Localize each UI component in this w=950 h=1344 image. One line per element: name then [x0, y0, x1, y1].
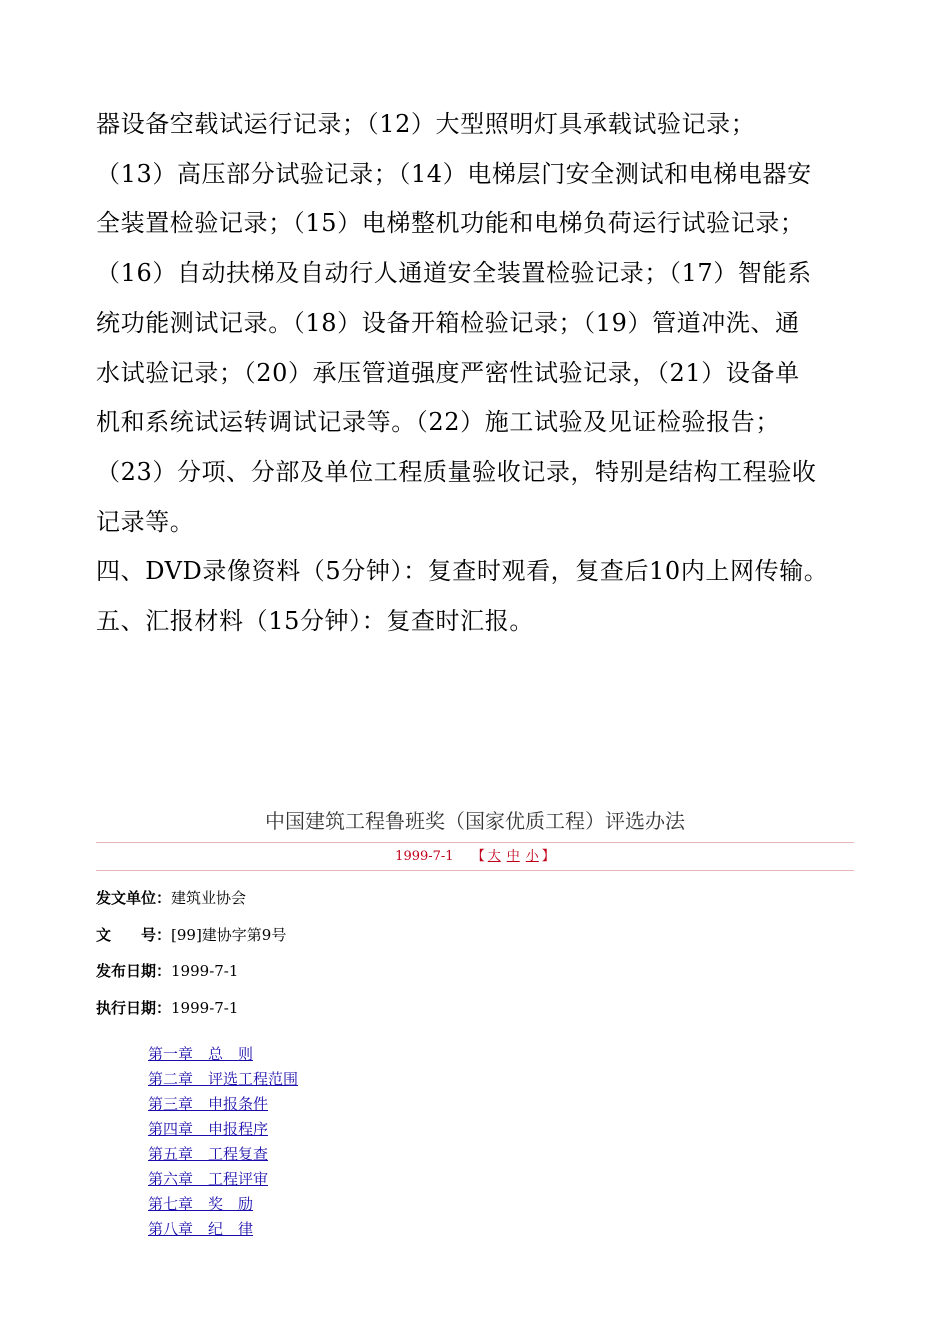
paragraph-line: 四、DVD录像资料（5分钟）：复查时观看，复查后10内上网传输。 — [96, 557, 829, 586]
toc-link-chapter-5[interactable]: 第五章 工程复查 — [148, 1145, 269, 1164]
field-value: 1999-7-1 — [171, 962, 239, 981]
field-doc-number — [96, 924, 854, 961]
field-issuer — [96, 887, 854, 924]
article-section — [96, 800, 854, 1243]
paragraph-line: 统功能测试记录。（18）设备开箱检验记录；（19）管道冲洗、通 — [96, 308, 800, 337]
field-effective-date — [96, 997, 854, 1034]
field-value: 建筑业协会 — [171, 889, 247, 907]
paragraph-line: 机和系统试运转调试记录等。（22）施工试验及见证检验报告； — [96, 408, 780, 437]
body-paragraph — [96, 100, 856, 647]
font-size-large-link[interactable]: 大 — [487, 849, 501, 864]
field-value: [99]建协字第9号 — [171, 925, 287, 944]
font-size-small-link[interactable]: 小 — [525, 849, 539, 864]
paragraph-line: （16）自动扶梯及自动行人通道安全装置检验记录；（17）智能系 — [96, 259, 812, 288]
toc-link-chapter-2[interactable]: 第二章 评选工程范围 — [148, 1070, 299, 1089]
field-label: 发布日期： — [96, 962, 172, 981]
field-label: 文 号： — [96, 925, 172, 944]
field-label: 执行日期： — [96, 998, 172, 1017]
article-title: 中国建筑工程鲁班奖（国家优质工程）评选办法 — [265, 809, 685, 833]
article-meta — [96, 843, 854, 870]
paragraph-line: （13）高压部分试验记录；（14）电梯层门安全测试和电梯电器安 — [96, 159, 812, 188]
paragraph-line: 器设备空载试运行记录；（12）大型照明灯具承载试验记录； — [96, 110, 756, 138]
paragraph-line: 全装置检验记录；（15）电梯整机功能和电梯负荷运行试验记录； — [96, 209, 805, 238]
paragraph-line: （23）分项、分部及单位工程质量验收记录，特别是结构工程验收 — [96, 457, 817, 486]
toc-link-chapter-6[interactable]: 第六章 工程评审 — [148, 1170, 269, 1189]
paragraph-line: 记录等。 — [96, 507, 195, 536]
publish-date: 1999-7-1 — [395, 849, 454, 864]
paragraph-line: 五、汇报材料（15分钟）：复查时汇报。 — [96, 607, 534, 636]
bracket-open: 【 — [471, 849, 485, 864]
toc-link-chapter-1[interactable]: 第一章 总 则 — [148, 1045, 254, 1064]
field-publish-date — [96, 960, 854, 997]
toc-link-chapter-8[interactable]: 第八章 纪 律 — [148, 1220, 254, 1239]
toc-link-chapter-3[interactable]: 第三章 申报条件 — [148, 1095, 269, 1114]
table-of-contents — [148, 1043, 854, 1243]
font-size-medium-link[interactable]: 中 — [506, 849, 520, 864]
field-label: 发文单位： — [96, 889, 172, 907]
document-fields — [96, 887, 854, 1033]
toc-link-chapter-7[interactable]: 第七章 奖 励 — [148, 1195, 254, 1214]
divider — [96, 870, 854, 871]
field-value: 1999-7-1 — [171, 998, 239, 1017]
bracket-close: 】 — [541, 849, 555, 864]
font-size-switcher — [472, 849, 555, 864]
paragraph-line: 水试验记录；（20）承压管道强度严密性试验记录，（21）设备单 — [96, 358, 800, 387]
toc-link-chapter-4[interactable]: 第四章 申报程序 — [148, 1120, 269, 1139]
